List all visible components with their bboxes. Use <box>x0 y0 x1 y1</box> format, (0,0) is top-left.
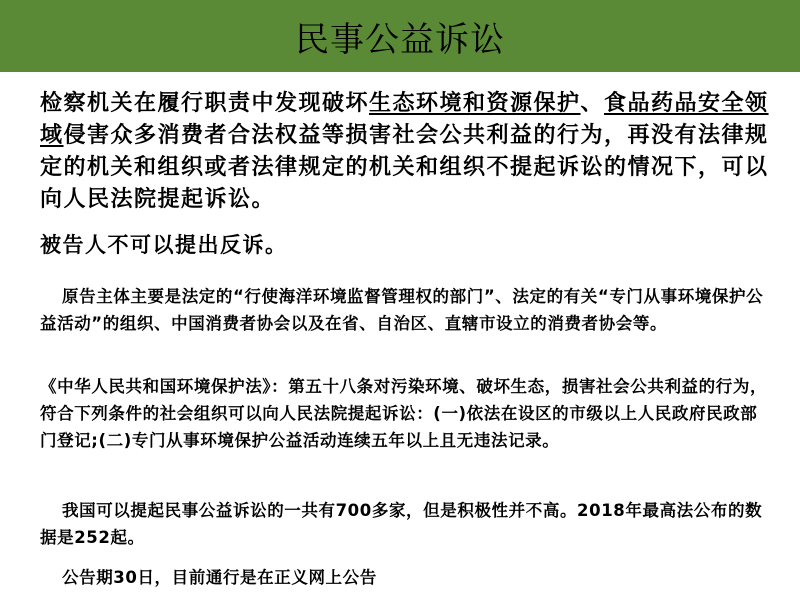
intro-link-ecology: 生态环境和资源保护 <box>369 91 581 116</box>
intro-paragraph <box>40 88 770 216</box>
title-bar <box>0 0 800 72</box>
notice-paragraph <box>40 564 770 591</box>
intro-link-food-drug: 食品药品安全领域 <box>40 91 769 148</box>
counterclaim-paragraph: 被告人不可以提出反诉。 <box>40 233 288 257</box>
intro-text-2: 侵害众多消费者合法权益等损害社会公共利益的行为，再没有法律规定的机关和组织或者法律规定的机关和组织不提起诉讼的情况下，可以向人民法院提起诉讼。 <box>40 123 769 212</box>
plaintiff-text: 原告主体主要是法定的“行使海洋环境监督管理权的部门”、法定的有关“专门从事环境保护公益活动”的组织、中国消费者协会以及在省、自治区、直辖市设立的消费者协会等。 <box>40 287 764 333</box>
count-paragraph <box>40 497 770 551</box>
page-title: 民事公益诉讼 <box>295 19 505 60</box>
count-text: 我国可以提起民事公益诉讼的一共有700多家，但是积极性并不高。2018年最高法公布的数据是252起。 <box>40 501 763 547</box>
law-paragraph: 《中华人民共和国环境保护法》：第五十八条对污染环境、破坏生态，损害社会公共利益的行为，符合下列条件的社会组织可以向人民法院提起诉讼：(一)依法在设区的市级以上人民政府民政部门登记;(二)专门从事环境保护公益活动连续五年以上且无违法记录。 <box>40 377 768 450</box>
plaintiff-paragraph <box>40 283 770 337</box>
notice-text: 公告期30日，目前通行是在正义网上公告 <box>62 568 377 587</box>
intro-text-1: 检察机关在履行职责中发现破坏 <box>40 91 370 116</box>
intro-separator: 、 <box>580 91 605 116</box>
